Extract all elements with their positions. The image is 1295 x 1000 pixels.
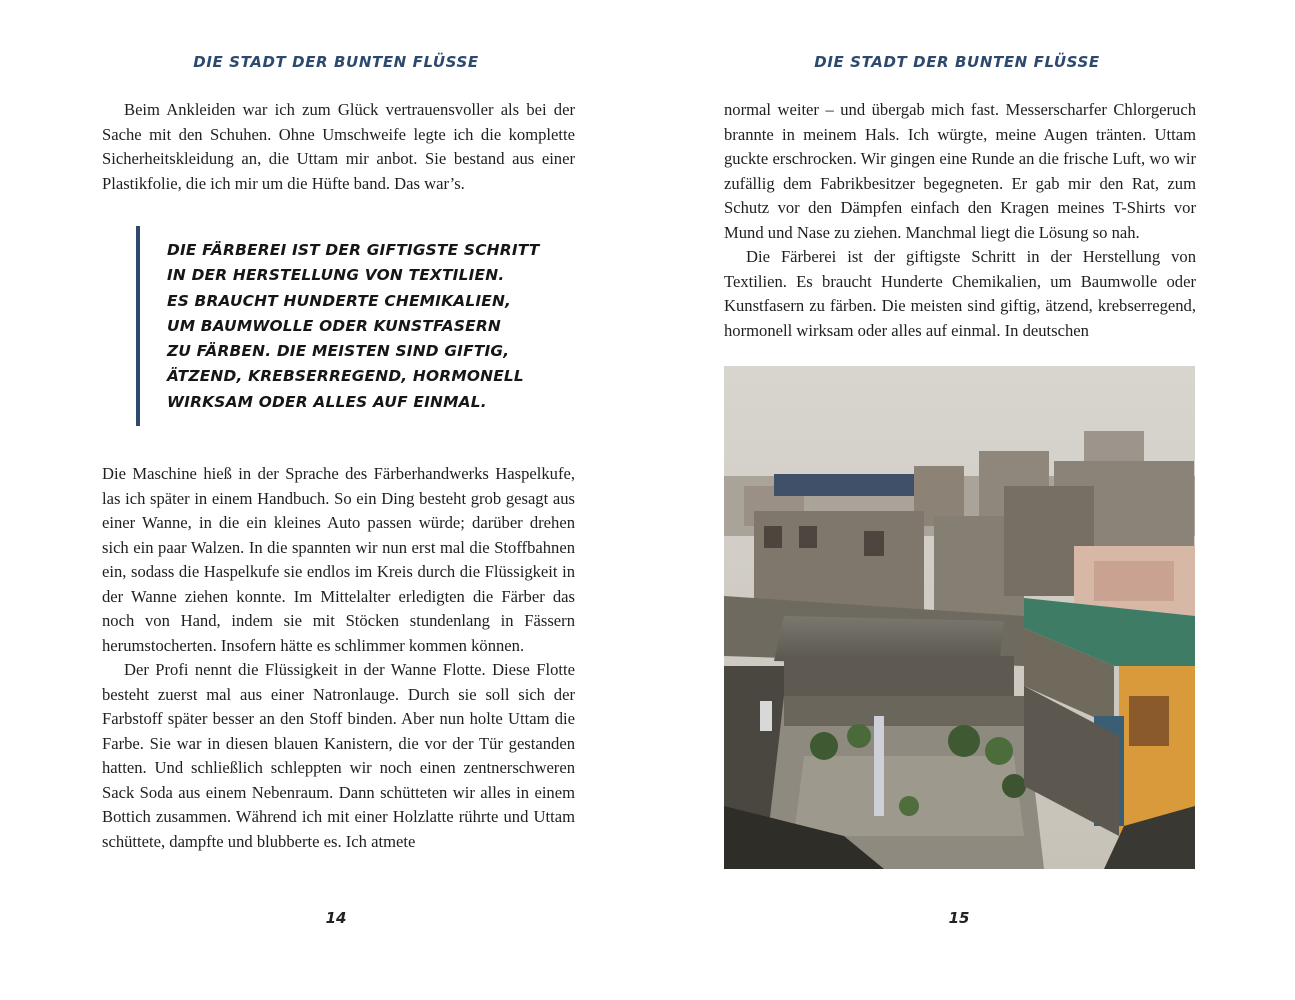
right-page	[648, 0, 1295, 1000]
intro-paragraph	[102, 98, 575, 196]
body-paragraph: Der Profi nennt die Flüssigkeit in der Wanne Flotte. Diese Flotte besteht zuerst mal aus einer Natronlauge. Durch sie soll sich der Farbstoff später besser an den Stoff binden. Aber nun holte Uttam die Farbe. Sie war in diesen blauen Kanistern, die vor der Tür gestanden hatten. Und schließlich schleppten wir noch einen zentnerschweren Sack Soda aus einem Nebenraum. Dann schütteten wir alles in einem Bottich zusammen. Während ich mit einer Holzlatte rührte und Uttam schüttete, dampfte und blubberte es. Ich atmete	[102, 660, 575, 851]
running-head-left: DIE STADT DER BUNTEN FLÜSSE	[193, 53, 479, 71]
page-number-left: 14	[325, 909, 347, 927]
intro-line: Plastikfolie, die ich mir um die Hüfte band. Das war’s.	[102, 173, 465, 193]
main-text-left	[102, 462, 575, 854]
rooftop-photo-illustration	[724, 366, 1195, 869]
body-paragraph: normal weiter – und übergab mich fast. Messerscharfer Chlorgeruch brannte in meinem Hals. Ich würgte, meine Augen tränten. Uttam guckte erschrocken. Wir gingen eine Runde an die frische Luft, wo wir zufällig dem Fabrikbesitzer begegneten. Er gab mir den Rat, zum Schutz vor den Dämpfen einfach den Kragen meines T-Shirts vor Mund und Nase zu ziehen. Manchmal liegt die Lösung so nah.	[724, 100, 1196, 242]
running-head-right: DIE STADT DER BUNTEN FLÜSSE	[814, 53, 1100, 71]
pullquote-line: WIRKSAM ODER ALLES AUF EINMAL.	[167, 392, 487, 411]
pullquote	[136, 226, 556, 426]
pullquote-line: IN DER HERSTELLUNG VON TEXTILIEN.	[167, 266, 505, 285]
pullquote-line: ÄTZEND, KREBSERREGEND, HORMONELL	[167, 367, 524, 386]
page-number-right: 15	[948, 909, 970, 927]
rooftop-photo	[724, 366, 1195, 869]
intro-line: Beim Ankleiden war ich zum Glück vertrauensvoller als bei der	[124, 100, 575, 119]
pullquote-line: UM BAUMWOLLE ODER KUNSTFASERN	[167, 316, 501, 335]
intro-line: Sicherheitskleidung an, die Uttam mir anbot. Sie bestand aus einer	[102, 149, 575, 168]
intro-text	[102, 98, 575, 196]
pullquote-line: ES BRAUCHT HUNDERTE CHEMIKALIEN,	[167, 291, 512, 310]
body-paragraph: Die Maschine hieß in der Sprache des Färberhandwerks Haspelkufe, las ich später in einem Handbuch. So ein Ding besteht grob gesagt aus einer Wanne, in die ein kleines Auto passen würde; darüber drehen sich ein paar Walzen. In die spannten wir nun erst mal die Stoffbahnen ein, sodass die Haspelkufe sie endlos im Kreis durch die Flüssigkeit in der Wanne ziehen konnte. Im Mittelalter erledigten die Färber das noch von Hand, indem sie mit Stöcken stundenlang in Fässern herumstocherten. Insofern hätte es schlimmer kommen können.	[102, 464, 575, 655]
pullquote-line: DIE FÄRBEREI IST DER GIFTIGSTE SCHRITT	[167, 241, 540, 259]
intro-line: Sache mit den Schuhen. Ohne Umschweife legte ich die komplette	[102, 124, 575, 144]
body-paragraph: Die Färberei ist der giftigste Schritt in der Herstellung von Textilien. Es braucht Hunderte Chemikalien, um Baumwolle oder Kunstfasern zu färben. Die meisten sind giftig, ätzend, krebserregend, hormonell wirksam oder alles auf einmal. In deutschen	[724, 247, 1196, 340]
pullquote-line: ZU FÄRBEN. DIE MEISTEN SIND GIFTIG,	[167, 342, 510, 361]
main-text-right	[724, 98, 1196, 343]
